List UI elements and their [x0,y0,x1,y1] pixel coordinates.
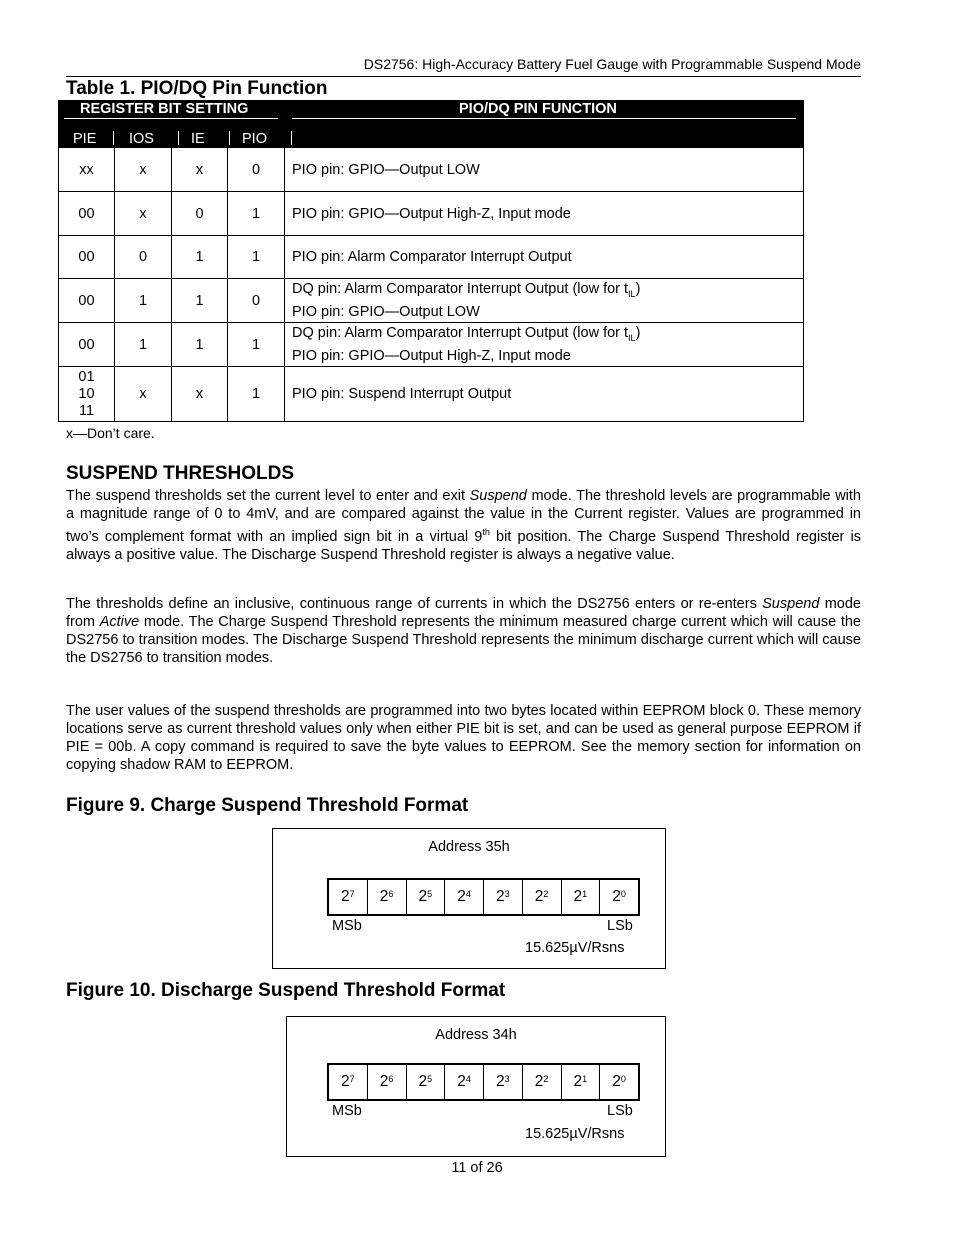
bit-cell [562,1065,601,1099]
header-register-bit-setting: REGISTER BIT SETTING [80,101,249,117]
bit-exponent: 6 [388,1074,394,1084]
text: bit position. The Charge Suspend Threshold register is always a positive value. The Discharge Suspend Threshold register is always a negative value. [66,528,861,563]
bit-register [327,878,640,916]
lsb-label: LSb [607,918,633,934]
msb-label: MSb [332,1103,362,1119]
col-ios: IOS [129,131,154,147]
paragraph-1 [66,487,861,564]
bit-cell [329,1065,368,1099]
cell-ios: 1 [115,323,172,366]
bit-base: 2 [341,1073,350,1090]
text: mode. The Charge Suspend Threshold represents the minimum measured charge current which will cause the DS2756 to transition modes. The Discharge Suspend Threshold represents the minimum discharge current which will cause the DS2756 to transition modes. [66,614,861,666]
bit-exponent: 2 [543,889,549,899]
bit-cell [562,880,601,914]
bit-exponent: 1 [582,1074,588,1084]
cell-ie: 0 [172,192,228,235]
cell-ie: x [172,367,228,421]
bit-exponent: 4 [465,889,471,899]
header-divider-right [292,118,796,119]
emphasis: Suspend [469,488,527,504]
function-line: PIO pin: GPIO—Output LOW [292,303,480,320]
function-text: DQ pin: Alarm Comparator Interrupt Output (low for t [292,281,629,298]
bit-base: 2 [379,888,389,905]
bit-exponent: 0 [620,889,626,899]
table-title: Table 1. PIO/DQ Pin Function [66,78,328,99]
bit-cell [445,1065,484,1099]
address-label: Address 34h [435,1027,517,1043]
cell-ios: 1 [115,279,172,322]
figure-10-title: Figure 10. Discharge Suspend Threshold Format [66,980,506,1001]
bit-base: 2 [573,888,583,905]
close-paren: ) [635,325,641,342]
cell-ie: 1 [172,279,228,322]
text: The suspend thresholds set the current level to enter and exit [66,488,470,504]
bit-exponent: 3 [504,1074,510,1084]
table-row [58,279,804,323]
cell-function: PIO pin: Suspend Interrupt Output [292,386,512,402]
bit-base: 2 [573,1073,583,1090]
bit-base: 2 [534,888,544,905]
bit-base: 2 [418,1073,428,1090]
header-divider-left [64,118,278,119]
section-heading: SUSPEND THRESHOLDS [66,463,295,484]
cell-pio: 1 [228,323,285,366]
superscript: th [482,527,490,537]
table-header [58,100,804,148]
cell-ios: x [115,192,172,235]
bit-exponent: 3 [504,889,510,899]
cell-pie: xx [59,148,115,191]
text: The thresholds define an inclusive, continuous range of currents in which the DS2756 enters or re-enters [66,596,763,612]
page-number: 11 of 26 [451,1160,503,1176]
bit-base: 2 [612,1073,621,1090]
table-row [58,192,804,236]
pie-value: 01 [78,368,95,385]
cell-ie: 1 [172,236,228,278]
cell-ios: x [115,367,172,421]
cell-pio: 0 [228,148,285,191]
bit-exponent: 7 [349,1074,355,1084]
figure-10-box [286,1016,666,1157]
figure-9-box [272,828,666,969]
emphasis: Suspend [762,596,820,612]
close-paren: ) [635,281,641,298]
function-line: PIO pin: GPIO—Output High-Z, Input mode [292,347,571,364]
address-label: Address 35h [428,839,510,855]
emphasis: Active [99,614,140,630]
msb-label: MSb [332,918,362,934]
bit-base: 2 [496,1073,505,1090]
cell-pie: 00 [59,192,115,235]
cell-ie: 1 [172,323,228,366]
bit-cell [445,880,484,914]
paragraph-2 [66,595,861,667]
bit-cell [407,1065,446,1099]
table-row [58,367,804,422]
pie-value: 10 [78,385,95,402]
subscript-il: IL [628,288,636,299]
function-text: DQ pin: Alarm Comparator Interrupt Output (low for t [292,325,629,342]
bit-cell [600,880,638,914]
unit-label: 15.625µV/Rsns [525,1126,625,1142]
bit-base: 2 [457,888,466,905]
table-row [58,236,804,279]
col-pie: PIE [73,131,97,147]
bit-cell [407,880,446,914]
text: mode. The threshold levels are programmable with a magnitude range of 0 to 4mV, and are compared against the value in the Current register. Values are programmed in two’s complement format with an implied sign bit in a virtual 9 [66,488,861,545]
cell-ios: x [115,148,172,191]
bit-exponent: 5 [427,889,433,899]
bit-cell [523,1065,562,1099]
header-pin-function: PIO/DQ PIN FUNCTION [459,101,617,117]
cell-pie: 00 [59,236,115,278]
bit-cell [600,1065,638,1099]
paragraph-3: The user values of the suspend thresholds are programmed into two bytes located within EEPROM block 0. These memory locations serve as current threshold values only when either PIE bit is set, and can be used as general purpose EEPROM if PIE = 00b. A copy command is required to save the byte values to EEPROM. See the memory section for information on copying shadow RAM to EEPROM. [66,703,861,773]
col-separator [178,131,179,145]
cell-pio: 1 [228,192,285,235]
table-row [58,323,804,367]
bit-exponent: 0 [620,1074,626,1084]
cell-pio: 1 [228,236,285,278]
cell-pie: 00 [59,323,115,366]
function-line [292,324,640,347]
unit-label: 15.625µV/Rsns [525,940,625,956]
bit-base: 2 [496,888,505,905]
bit-exponent: 5 [427,1074,433,1084]
bit-exponent: 7 [349,889,355,899]
bit-cell [523,880,562,914]
bit-exponent: 2 [543,1074,549,1084]
col-separator [291,131,292,145]
cell-pio: 0 [228,279,285,322]
cell-pie: 00 [59,279,115,322]
cell-function: PIO pin: GPIO—Output High-Z, Input mode [292,205,571,222]
bit-exponent: 6 [388,889,394,899]
pie-value: 11 [78,402,95,419]
lsb-label: LSb [607,1103,633,1119]
bit-base: 2 [534,1073,544,1090]
bit-base: 2 [341,888,350,905]
col-separator [229,131,230,145]
col-ie: IE [191,131,205,147]
bit-base: 2 [612,888,621,905]
cell-function [285,279,803,322]
bit-cell [368,1065,407,1099]
bit-cell [329,880,368,914]
cell-ie: x [172,148,228,191]
bit-base: 2 [379,1073,389,1090]
subscript-il: IL [628,332,636,343]
pin-function-table [58,100,804,422]
cell-function [285,323,803,366]
bit-cell [368,880,407,914]
bit-register [327,1063,640,1101]
cell-function: PIO pin: GPIO—Output LOW [292,161,480,178]
figure-9-title: Figure 9. Charge Suspend Threshold Format [66,795,469,816]
cell-pie [59,367,115,421]
col-separator [113,131,114,145]
function-line [292,280,640,303]
table-note: x—Don’t care. [66,425,155,441]
cell-function: PIO pin: Alarm Comparator Interrupt Output [292,249,572,265]
table-row [58,148,804,192]
bit-base: 2 [457,1073,466,1090]
bit-exponent: 1 [582,889,588,899]
bit-exponent: 4 [465,1074,471,1084]
bit-base: 2 [418,888,428,905]
text: mode from [66,596,861,630]
cell-ios: 0 [115,236,172,278]
cell-pio: 1 [228,367,285,421]
page-header: DS2756: High-Accuracy Battery Fuel Gauge with Programmable Suspend Mode [66,56,861,77]
bit-cell [484,1065,523,1099]
col-pio: PIO [242,131,267,147]
bit-cell [484,880,523,914]
